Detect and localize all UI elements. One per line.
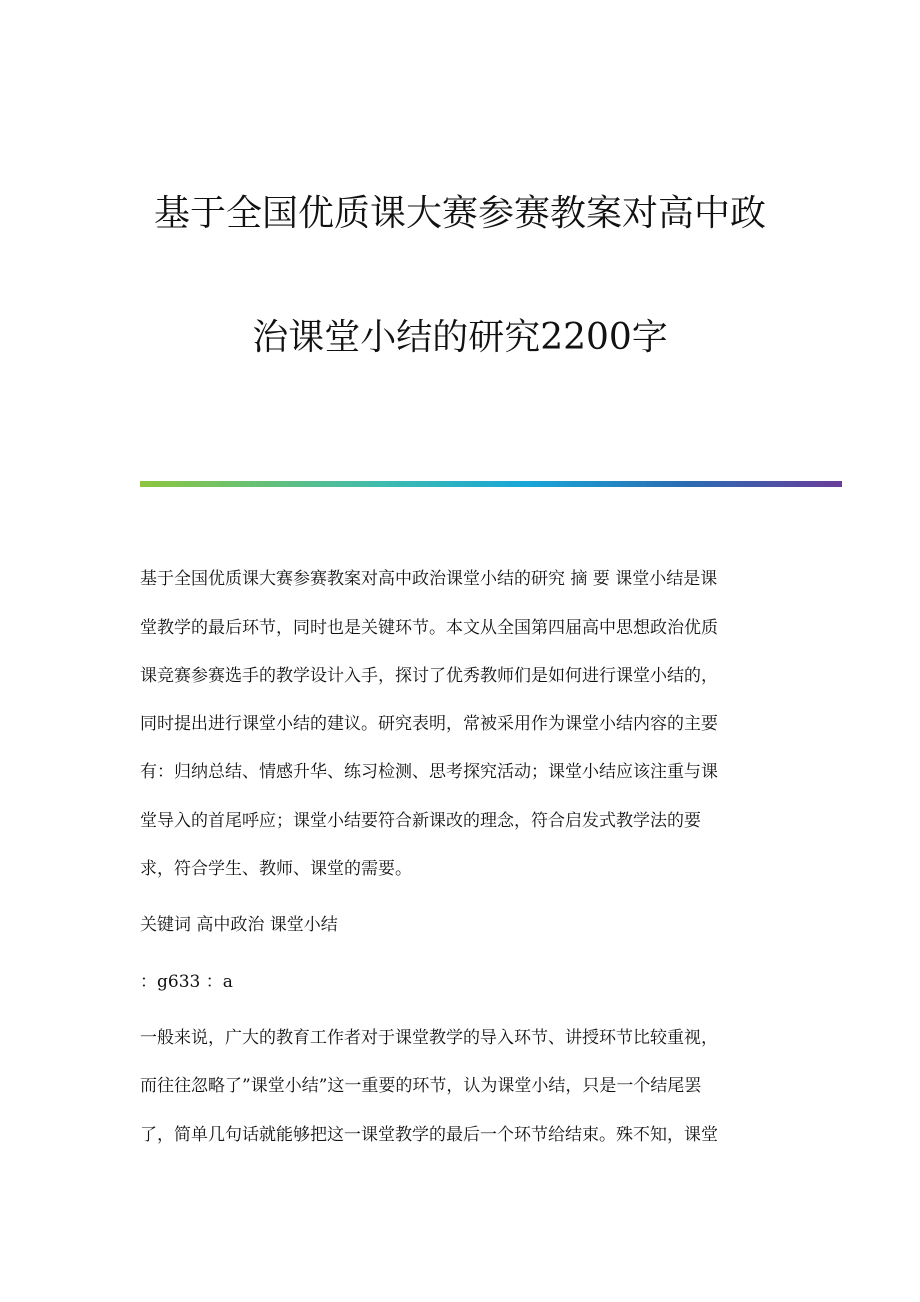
abstract-line: 堂导入的首尾呼应；课堂小结要符合新课改的理念，符合启发式教学法的要 — [140, 811, 701, 831]
abstract-line: 求，符合学生、教师、课堂的需要。 — [140, 859, 412, 879]
body-paragraph-line: 了，简单几句话就能够把这一课堂教学的最后一个环节给结束。殊不知，课堂 — [140, 1125, 718, 1145]
keywords-line: 关键词 高中政治 课堂小结 — [140, 915, 338, 935]
abstract-line: 堂教学的最后环节，同时也是关键环节。本文从全国第四届高中思想政治优质 — [140, 618, 718, 638]
classification-line: ：g633 ：a — [140, 972, 233, 992]
body-paragraph-line: 而往往忽略了”课堂小结”这一重要的环节，认为课堂小结，只是一个结尾罢 — [140, 1076, 702, 1096]
abstract-line: 课竞赛参赛选手的教学设计入手，探讨了优秀教师们是如何进行课堂小结的， — [140, 666, 718, 686]
abstract-line: 基于全国优质课大赛参赛教案对高中政治课堂小结的研究 摘 要 课堂小结是课 — [140, 569, 718, 589]
title-divider-gradient — [140, 481, 842, 487]
document-title-line-2: 治课堂小结的研究2200字 — [252, 317, 668, 358]
body-paragraph-line: 一般来说，广大的教育工作者对于课堂教学的导入环节、讲授环节比较重视， — [140, 1028, 718, 1048]
document-title-line-1: 基于全国优质课大赛参赛教案对高中政 — [153, 193, 766, 234]
abstract-line: 有：归纳总结、情感升华、练习检测、思考探究活动；课堂小结应该注重与课 — [140, 762, 718, 782]
abstract-line: 同时提出进行课堂小结的建议。研究表明，常被采用作为课堂小结内容的主要 — [140, 714, 718, 734]
